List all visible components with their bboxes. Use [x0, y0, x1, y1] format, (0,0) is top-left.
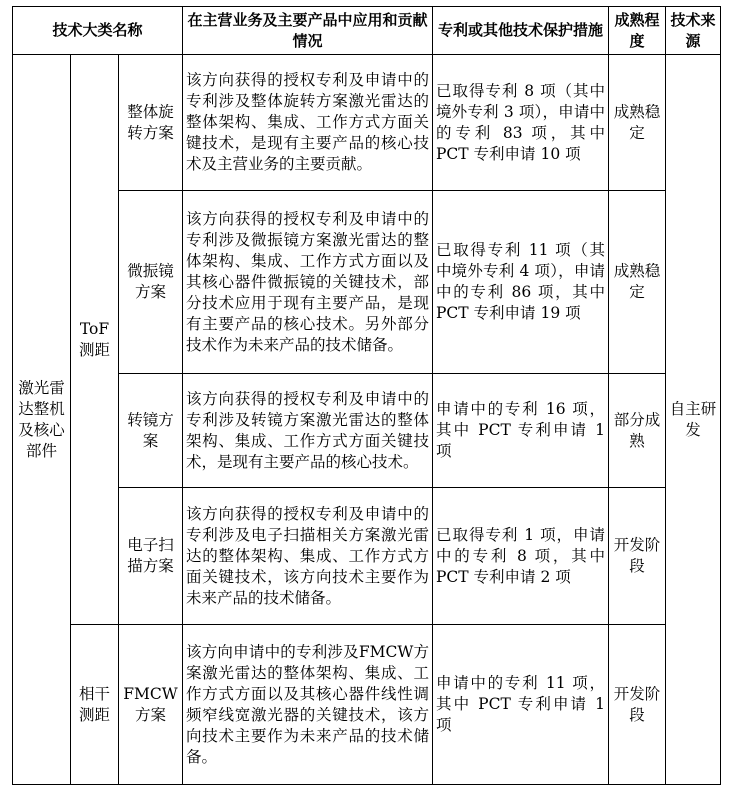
protection-cell: 已取得专利 11 项（其中境外专利 4 项），申请中的专利 86 项，其中 PCT 专利申请 19 项 — [433, 191, 609, 374]
subgroup-cell: 相干测距 — [71, 625, 119, 785]
protection-cell: 已取得专利 1 项，申请中的专利 8 项，其中 PCT 专利申请 2 项 — [433, 488, 609, 625]
table-row — [13, 488, 721, 625]
header-protection: 专利或其他技术保护措施 — [433, 7, 609, 55]
subgroup-cell: ToF测距 — [71, 55, 119, 625]
application-cell: 该方向获得的授权专利及申请中的专利涉及转镜方案激光雷达的整体架构、集成、工作方式方面关键技术，是现有主要产品的核心技术。 — [183, 374, 433, 488]
table-row — [13, 191, 721, 374]
scheme-cell: 整体旋转方案 — [119, 55, 183, 191]
header-row — [13, 7, 721, 55]
application-cell: 该方向申请中的专利涉及FMCW方案激光雷达的整体架构、集成、工作方式方面以及其核心器件线性调频窄线宽激光器的关键技术，该方向技术主要作为未来产品的技术储备。 — [183, 625, 433, 785]
protection-cell: 申请中的专利 11 项，其中 PCT 专利申请 1 项 — [433, 625, 609, 785]
application-cell: 该方向获得的授权专利及申请中的专利涉及电子扫描相关方案激光雷达的整体架构、集成、工作方式方面关键技术，该方向技术主要作为未来产品的技术储备。 — [183, 488, 433, 625]
header-tech-category: 技术大类名称 — [13, 7, 183, 55]
scheme-cell: 电子扫描方案 — [119, 488, 183, 625]
maturity-cell: 部分成熟 — [609, 374, 666, 488]
table-row — [13, 55, 721, 191]
scheme-cell: 微振镜方案 — [119, 191, 183, 374]
application-cell: 该方向获得的授权专利及申请中的专利涉及整体旋转方案激光雷达的整体架构、集成、工作方式方面关键技术，是现有主要产品的核心技术及主营业务的主要贡献。 — [183, 55, 433, 191]
header-maturity: 成熟程度 — [609, 7, 666, 55]
source-cell: 自主研发 — [666, 55, 721, 785]
header-source: 技术来源 — [666, 7, 721, 55]
scheme-cell: FMCW方案 — [119, 625, 183, 785]
table-row — [13, 374, 721, 488]
protection-cell: 申请中的专利 16 项，其中 PCT 专利申请 1 项 — [433, 374, 609, 488]
maturity-cell: 成熟稳定 — [609, 55, 666, 191]
protection-cell: 已取得专利 8 项（其中境外专利 3 项），申请中的专利 83 项，其中 PCT 专利申请 10 项 — [433, 55, 609, 191]
technology-table — [12, 6, 721, 785]
header-application: 在主营业务及主要产品中应用和贡献情况 — [183, 7, 433, 55]
table-row — [13, 625, 721, 785]
application-cell: 该方向获得的授权专利及申请中的专利涉及微振镜方案激光雷达的整体架构、集成、工作方式方面以及其核心器件微振镜的关键技术，部分技术应用于现有主要产品，是现有主要产品的核心技术。另外部分技术作为未来产品的技术储备。 — [183, 191, 433, 374]
maturity-cell: 开发阶段 — [609, 625, 666, 785]
scheme-cell: 转镜方案 — [119, 374, 183, 488]
group-cell: 激光雷达整机及核心部件 — [13, 55, 71, 785]
maturity-cell: 开发阶段 — [609, 488, 666, 625]
maturity-cell: 成熟稳定 — [609, 191, 666, 374]
